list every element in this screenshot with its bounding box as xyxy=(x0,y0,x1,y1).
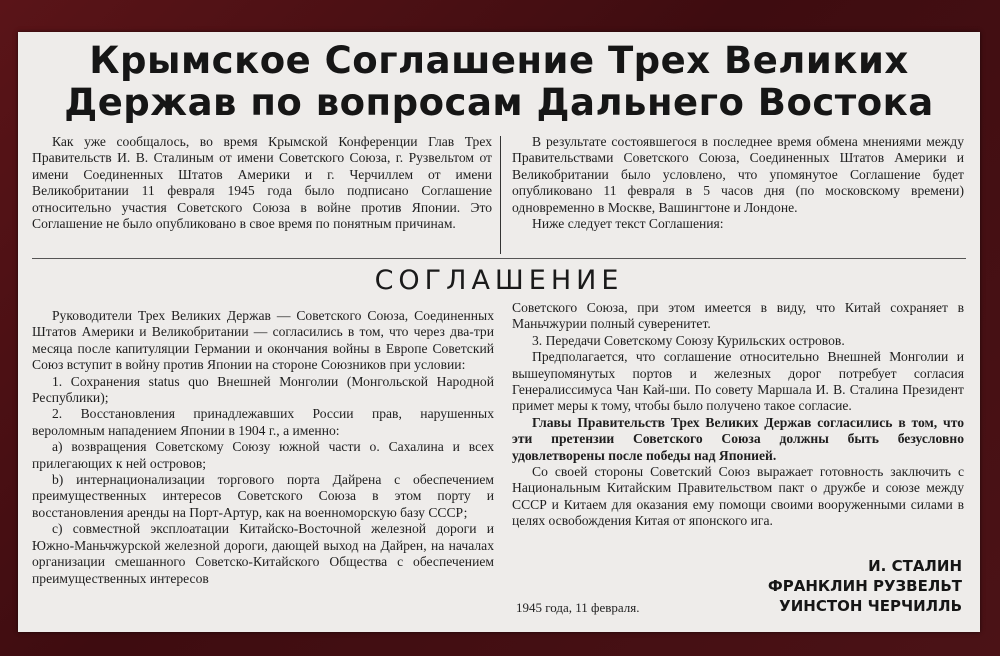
signature-churchill: УИНСТОН ЧЕРЧИЛЛЬ xyxy=(779,597,962,615)
agreement-paragraph: 1. Сохранения status quo Внешней Монголии (Монгольской Народной Республики); xyxy=(32,373,494,406)
agreement-left-column xyxy=(32,308,494,587)
headline xyxy=(18,40,980,124)
intro-right-column xyxy=(512,134,964,232)
agreement-paragraph: Советского Союза, при этом имеется в виду, что Китай сохраняет в Маньчжурии полный суверенитет. xyxy=(512,300,964,332)
intro-left-paragraph: Как уже сообщалось, во время Крымской Конференции Глав Трех Правительств И. В. Сталиным от имени Советского Союза, г. Рузвельтом от имени Соединенных Штатов Америки и г. Черчиллем от имени Великобритании 11 февраля 1945 года было подписано Соглашение относительно участия Советского Союза в войне против Японии. Это Соглашение не было опубликовано в свое время по понятным причинам. xyxy=(32,134,492,232)
agreement-paragraph: с) совместной эксплоатации Китайско-Восточной железной дороги и Южно-Маньчжурской железной дороги, дающей выход на Дайрен, на началах организации смешанного Советско-Китайского Общества с обеспечением преимущественных интересов xyxy=(32,521,494,586)
agreement-paragraph: 3. Передачи Советскому Союзу Курильских островов. xyxy=(532,332,845,348)
section-title: СОГЛАШЕНИЕ xyxy=(374,265,624,296)
agreement-paragraph-bold: Главы Правительств Трех Великих Держав согласились в том, что эти претензии Советского Союза должны быть безусловно удовлетворены после победы над Японией. xyxy=(512,414,964,463)
section-divider xyxy=(32,258,966,259)
agreement-paragraph: Руководители Трех Великих Держав — Советского Союза, Соединенных Штатов Америки и Великобритании — согласились в том, что через два-три месяца после капитуляции Германии и окончания войны в Европе Советский Союз вступит в войну против Японии на стороне Союзников при условии: xyxy=(32,308,494,373)
signature-stalin: И. СТАЛИН xyxy=(868,557,962,575)
agreement-paragraph: Со своей стороны Советский Союз выражает готовность заключить с Национальным Китайским Правительством пакт о дружбе и союзе между СССР и Китаем для оказания ему помощи своими вооруженными силами в целях освобождения Китая от японского ига. xyxy=(512,464,964,529)
agreement-paragraph: а) возвращения Советскому Союзу южной части о. Сахалина и всех прилегающих к ней островов; xyxy=(32,439,494,471)
intro-right-paragraph: В результате состоявшегося в последнее время обмена мнениями между Правительствами Советского Союза, Соединенных Штатов Америки и Великобритании было условлено, что упомянутое Соглашение будет опубликовано 11 февраля в 5 часов дня (по московскому времени) одновременно в Москве, Вашингтоне и Лондоне. xyxy=(512,134,964,215)
intro-left-column xyxy=(32,134,492,232)
agreement-paragraph: 2. Восстановления принадлежавших России прав, нарушенных вероломным нападением Японии в 1904 г., а именно: xyxy=(32,406,494,438)
agreement-right-column xyxy=(512,300,964,530)
headline-line-2: Держав по вопросам Дальнего Востока xyxy=(64,81,934,124)
column-divider xyxy=(500,136,501,254)
newspaper-clipping xyxy=(18,32,980,632)
signing-date: 1945 года, 11 февраля. xyxy=(516,600,640,615)
intro-right-lead: Ниже следует текст Соглашения: xyxy=(532,216,724,232)
signature-roosevelt: ФРАНКЛИН РУЗВЕЛЬТ xyxy=(767,577,962,595)
agreement-paragraph: Предполагается, что соглашение относительно Внешней Монголии и вышеупомянутых портов и железных дорог потребует согласия Генералиссимуса Чан Кай-ши. По совету Маршала И. В. Сталина Президент примет меры к тому, чтобы было получено такое согласие. xyxy=(512,349,964,414)
headline-line-1: Крымское Соглашение Трех Великих xyxy=(89,39,909,82)
agreement-paragraph: b) интернационализации торгового порта Дайрена с обеспечением преимущественных интересов Советского Союза в этом порту и восстановления аренды на Порт-Артур, как на военноморскую базу СССР; xyxy=(32,472,494,520)
